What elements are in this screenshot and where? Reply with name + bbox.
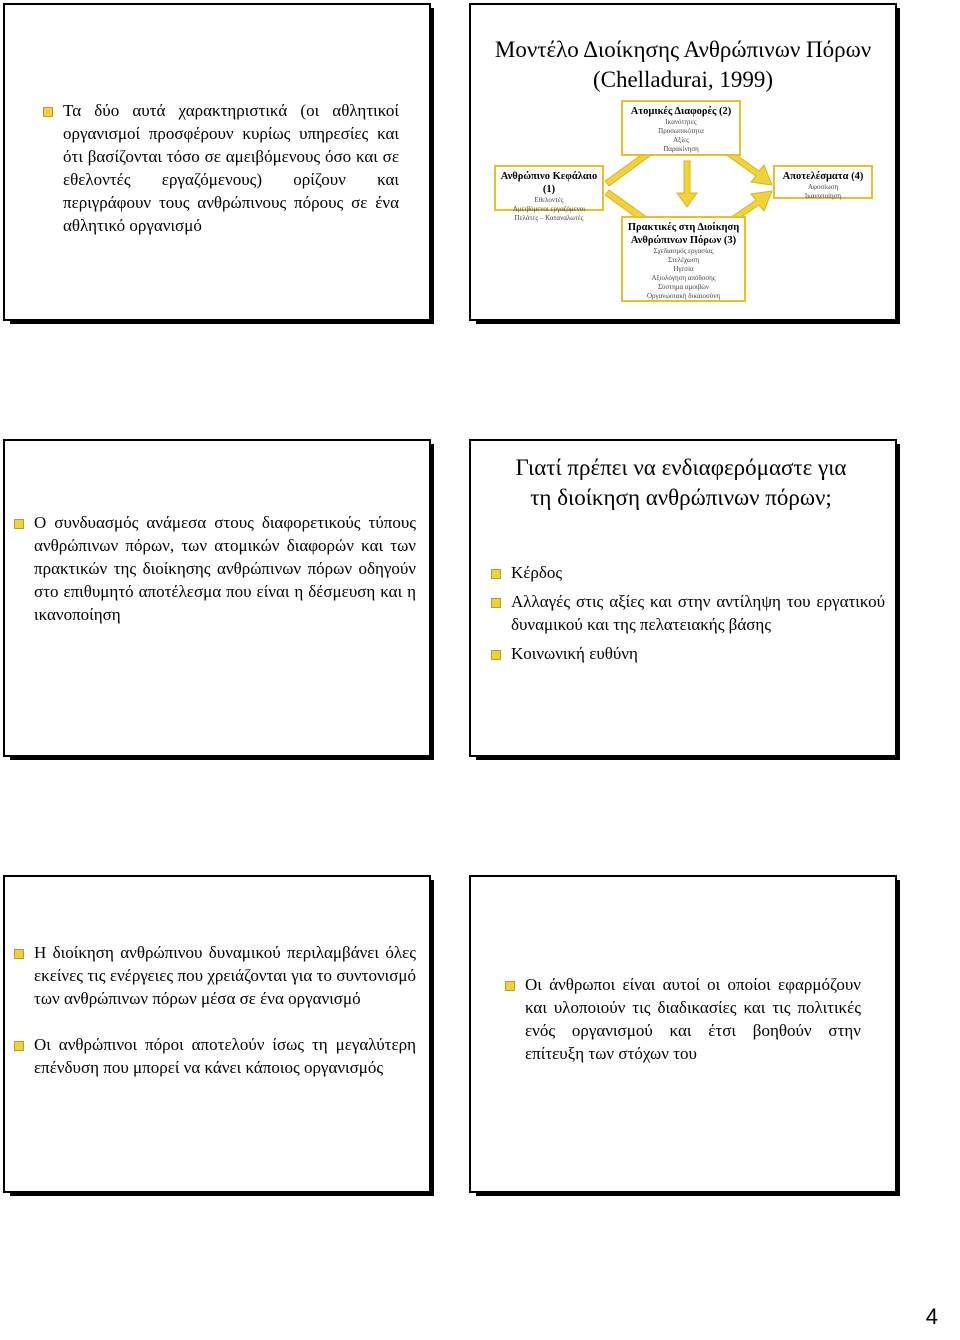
- box-outcomes: [773, 165, 873, 199]
- slide-subtitle: (Chelladurai, 1999): [592, 67, 774, 92]
- box-line: Εθελοντές: [534, 196, 564, 204]
- box-line: Ικανότητες: [665, 118, 697, 126]
- slide-2: [469, 3, 897, 321]
- slide-3-bullets: [8, 511, 416, 626]
- bullet-item: Οι ανθρώπινοι πόροι αποτελούν ίσως τη μεγαλύτερη επένδυση που μπορεί να κάνει κάποιος οργανισμός: [8, 1033, 416, 1079]
- box-line: Παρακίνηση: [663, 145, 699, 153]
- page-number: 4: [925, 1304, 938, 1329]
- bullet-item: Ο συνδυασμός ανάμεσα στους διαφορετικούς τύπους ανθρώπινων πόρων, των ατομικών διαφορών και των πρακτικών της διοίκησης ανθρώπινων πόρων οδηγούν στο επιθυμητό αποτέλεσμα που είναι η δέσμευση και η ικανοποίηση: [8, 511, 416, 626]
- box-heading: Αποτελέσματα (4): [782, 171, 864, 182]
- bullet-item: Κέρδος: [485, 561, 885, 584]
- box-line: Προσωπικότητα: [658, 127, 704, 135]
- box-heading: Ατομικές Διαφορές (2): [630, 106, 732, 117]
- bullet-item: Τα δύο αυτά χαρακτηριστικά (οι αθλητικοί οργανισμοί προσφέρουν κυρίως υπηρεσίες και ότι βασίζονται τόσο σε αμειβόμενους όσο και σε εθελοντές εργαζόμενους) ορίζουν και περιγράφουν τους ανθρώπινους πόρους σε ένα αθλητικό οργανισμό: [37, 99, 399, 237]
- box-line: Ηγεσία: [673, 265, 694, 273]
- box-line: Στελέχωση: [667, 256, 700, 264]
- slide-1-bullets: [37, 99, 399, 237]
- box-individual-differences: [621, 100, 741, 156]
- bullet-item: Η διοίκηση ανθρώπινου δυναμικού περιλαμβάνει όλες εκείνες τις ενέργειες που χρειάζονται για το συντονισμό των ανθρώπινων πόρων μέσα σε ένα οργανισμό: [8, 941, 416, 1010]
- slide-3: [3, 439, 431, 757]
- box-line: Αξίες: [673, 136, 689, 144]
- slide-5: [3, 875, 431, 1193]
- box-line: Πελάτες – Καταναλωτές: [514, 214, 584, 222]
- box-line: Αφοσίωση: [807, 183, 839, 191]
- box-line: Ικανοποίηση: [804, 192, 842, 200]
- arrow-individual-to-practices: [677, 161, 697, 207]
- slide-4: [469, 439, 897, 757]
- slide-6: [469, 875, 897, 1193]
- box-line: Οργανωσιακή δικαιοσύνη: [646, 292, 721, 300]
- slide-1: [3, 3, 431, 321]
- box-line: Σύστημα αμοιβών: [657, 283, 710, 291]
- bullet-item: Αλλαγές στις αξίες και στην αντίληψη του εργατικού δυναμικού και της πελατειακής βάσης: [485, 590, 885, 636]
- slide-4-bullets: [485, 561, 885, 665]
- box-line: Αξιολόγηση απόδοσης: [651, 274, 716, 282]
- box-heading: Πρακτικές στη Διοίκηση Ανθρώπινων Πόρων (3): [627, 222, 740, 246]
- box-line: Αμειβόμενοι εργαζόμενοι: [512, 205, 586, 213]
- box-hr-practices: [621, 216, 746, 302]
- slide-title: Γιατί πρέπει να ενδιαφερόμαστε για τη διοίκηση ανθρώπινων πόρων;: [515, 455, 847, 510]
- box-line: Σχεδιασμός εργασίας: [653, 247, 714, 255]
- slide-6-bullets: [499, 973, 861, 1065]
- slide-title: Μοντέλο Διοίκησης Ανθρώπινων Πόρων: [494, 37, 872, 62]
- slide-5-bullets: [8, 941, 416, 1079]
- box-human-capital: [494, 165, 604, 222]
- box-heading: Ανθρώπινο Κεφάλαιο (1): [500, 171, 598, 195]
- bullet-item: Οι άνθρωποι είναι αυτοί οι οποίοι εφαρμόζουν και υλοποιούν τις διαδικασίες και τις πολιτικές ενός οργανισμού και έτσι βοηθούν στην επίτευξη των στόχων του: [499, 973, 861, 1065]
- bullet-item: Κοινωνική ευθύνη: [485, 642, 885, 665]
